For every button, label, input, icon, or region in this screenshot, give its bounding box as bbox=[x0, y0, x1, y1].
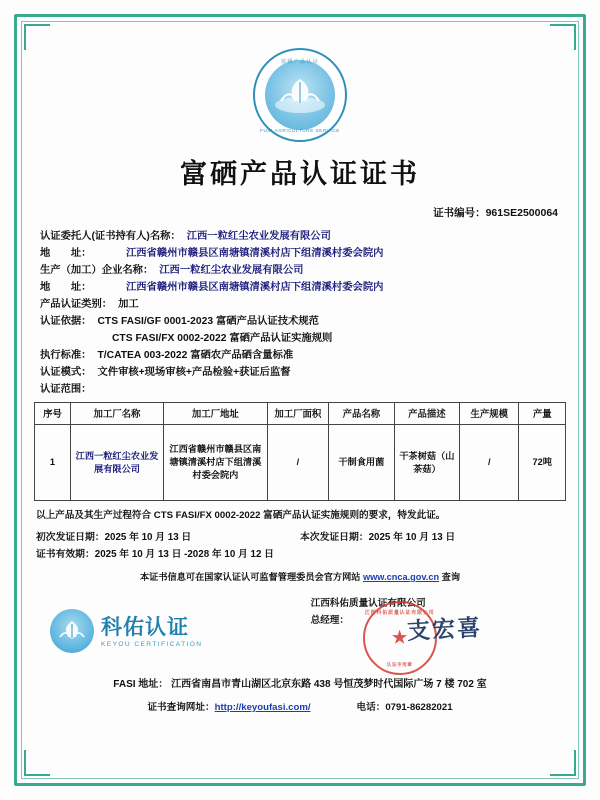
conformity-statement: 以上产品及其生产过程符合 CTS FASI/FX 0002-2022 富硒产品认证实施规则的要求，特发此证。 bbox=[36, 510, 446, 521]
field-value-standard: T/CATEA 003-2022 富硒农产品硒含量标准 bbox=[97, 350, 294, 361]
field-value-applicant-address: 江西省赣州市赣县区南塘镇清溪村店下组清溪村委会院内 bbox=[126, 248, 384, 259]
field-row-product-category bbox=[40, 296, 560, 313]
verification-note-suffix: 查询 bbox=[439, 572, 461, 582]
col-header-product-name: 产品名称 bbox=[329, 403, 395, 425]
keyou-logo-en: KEYOU CERTIFICATION bbox=[101, 640, 203, 648]
field-value-manufacturer: 江西一粒红尘农业发展有限公司 bbox=[159, 265, 304, 276]
cell-index: 1 bbox=[35, 425, 71, 501]
field-label-applicant: 认证委托人(证书持有人)名称： bbox=[40, 231, 181, 242]
keyou-leaf-icon bbox=[57, 619, 87, 643]
col-header-index: 序号 bbox=[35, 403, 71, 425]
seal-star-icon: ★ bbox=[392, 628, 408, 647]
field-label-scope: 认证范围： bbox=[40, 384, 92, 395]
cell-output: 72吨 bbox=[519, 425, 566, 501]
col-header-factory-address: 加工厂地址 bbox=[164, 403, 268, 425]
scope-table bbox=[34, 402, 566, 501]
footer-contact-row bbox=[34, 699, 566, 713]
cell-product-name: 干制食用菌 bbox=[329, 425, 395, 501]
handwritten-signature: 支宏喜 bbox=[406, 614, 483, 645]
emblem-ring-text-bottom: FUXI AGRICULTURE SERVICE bbox=[260, 128, 340, 133]
field-label-standard: 执行标准： bbox=[40, 350, 92, 361]
table-row bbox=[35, 425, 566, 501]
first-issue-date bbox=[36, 529, 300, 543]
field-row-manufacturer bbox=[40, 262, 560, 279]
leaf-wheat-icon bbox=[271, 73, 329, 117]
field-row-applicant-address bbox=[40, 245, 560, 262]
field-value-basis-line2: CTS FASI/FX 0002-2022 富硒产品认证实施规则 bbox=[112, 333, 333, 344]
certificate-number-value: 961SE2500064 bbox=[485, 207, 558, 219]
footer-phone: 电话：0791-86282021 bbox=[356, 702, 453, 713]
field-row-mode bbox=[40, 364, 560, 381]
field-label-basis: 认证依据： bbox=[40, 316, 92, 327]
seal-ring-text-top: 江西科佑质量认证有限公司 bbox=[364, 610, 435, 616]
col-header-production-scale: 生产规模 bbox=[460, 403, 519, 425]
issuer-signature-block bbox=[311, 589, 566, 673]
verification-note bbox=[34, 569, 566, 583]
validity-label: 证书有效期： bbox=[36, 549, 95, 560]
col-header-product-description: 产品描述 bbox=[394, 403, 460, 425]
this-issue-date-value: 2025 年 10 月 13 日 bbox=[368, 532, 456, 543]
cell-product-description: 干茶树菇（山茶菇） bbox=[394, 425, 460, 501]
footer-address: FASI 地址： 江西省南昌市青山湖区北京东路 438 号恒茂梦时代国际广场 7 楼 702 室 bbox=[113, 679, 487, 690]
cell-factory-address: 江西省赣州市赣县区南塘镇清溪村店下组清溪村委会院内 bbox=[164, 425, 268, 501]
certificate-title: 富硒产品认证证书 bbox=[180, 159, 420, 190]
this-issue-date bbox=[300, 529, 564, 543]
keyou-logo-mark-icon bbox=[50, 609, 94, 653]
keyou-logo-cn: 科佑认证 bbox=[101, 613, 189, 639]
col-header-factory-name: 加工厂名称 bbox=[70, 403, 163, 425]
field-value-manufacturer-address: 江西省赣州市赣县区南塘镇清溪村店下组清溪村委会院内 bbox=[126, 282, 384, 293]
general-manager-label: 总经理： bbox=[310, 615, 349, 626]
footer-query-url-block bbox=[147, 699, 310, 713]
certificate-number bbox=[34, 205, 566, 220]
issue-dates bbox=[34, 529, 566, 543]
certificate-number-label: 证书编号： bbox=[433, 207, 486, 219]
field-label-manufacturer: 生产（加工）企业名称： bbox=[40, 265, 154, 276]
field-row-basis bbox=[40, 313, 560, 330]
field-value-applicant: 江西一粒红尘农业发展有限公司 bbox=[186, 231, 331, 242]
field-label-manufacturer-address: 地 址： bbox=[40, 282, 92, 293]
emblem-inner-circle bbox=[265, 60, 335, 130]
keyou-logo bbox=[50, 609, 202, 653]
field-row-manufacturer-address bbox=[40, 279, 560, 296]
verification-note-prefix: 本证书信息可在国家认证认可监督管理委员会官方网站 bbox=[139, 572, 364, 582]
issuer-company-name: 江西科佑质量认证有限公司 bbox=[310, 598, 426, 609]
cell-factory-area: / bbox=[267, 425, 328, 501]
field-row-scope bbox=[40, 381, 560, 398]
field-value-product-category: 加工 bbox=[118, 299, 139, 310]
footer-query-label: 证书查询网址： bbox=[147, 702, 215, 713]
col-header-output: 产量 bbox=[519, 403, 566, 425]
signature-area bbox=[34, 589, 566, 673]
this-issue-date-label: 本次发证日期： bbox=[300, 532, 369, 543]
field-value-mode: 文件审核+现场审核+产品检验+获证后监督 bbox=[97, 367, 291, 378]
emblem-ring-text-top: 富硒产品认证 bbox=[280, 59, 320, 65]
validity-period bbox=[34, 546, 566, 560]
emblem-container bbox=[34, 48, 566, 142]
first-issue-date-value: 2025 年 10 月 13 日 bbox=[104, 532, 192, 543]
certificate-fields bbox=[34, 228, 566, 398]
fuxi-certification-emblem bbox=[253, 48, 347, 142]
first-issue-date-label: 初次发证日期： bbox=[36, 532, 105, 543]
cell-production-scale: / bbox=[460, 425, 519, 501]
cnca-website-link[interactable]: www.cnca.gov.cn bbox=[363, 572, 440, 582]
footer bbox=[34, 675, 566, 713]
field-label-applicant-address: 地 址： bbox=[40, 248, 92, 259]
field-row-applicant bbox=[40, 228, 560, 245]
cell-factory-name: 江西一粒红尘农业发展有限公司 bbox=[70, 425, 163, 501]
field-label-mode: 认证模式： bbox=[40, 367, 92, 378]
footer-query-url[interactable]: http://keyoufasi.com/ bbox=[214, 702, 311, 713]
validity-value: 2025 年 10 月 13 日 -2028 年 10 月 12 日 bbox=[94, 549, 274, 560]
field-row-standard bbox=[40, 347, 560, 364]
seal-ring-text-bottom: 认证专用章 bbox=[386, 662, 413, 667]
field-label-product-category: 产品认证类别： bbox=[40, 299, 113, 310]
field-value-basis-line1: CTS FASI/GF 0001-2023 富硒产品认证技术规范 bbox=[97, 316, 319, 327]
table-header-row bbox=[35, 403, 566, 425]
keyou-logo-text bbox=[101, 615, 202, 648]
col-header-factory-area: 加工厂面积 bbox=[267, 403, 328, 425]
issuer-logo-block bbox=[34, 589, 311, 673]
field-row-basis-line2 bbox=[40, 330, 560, 347]
